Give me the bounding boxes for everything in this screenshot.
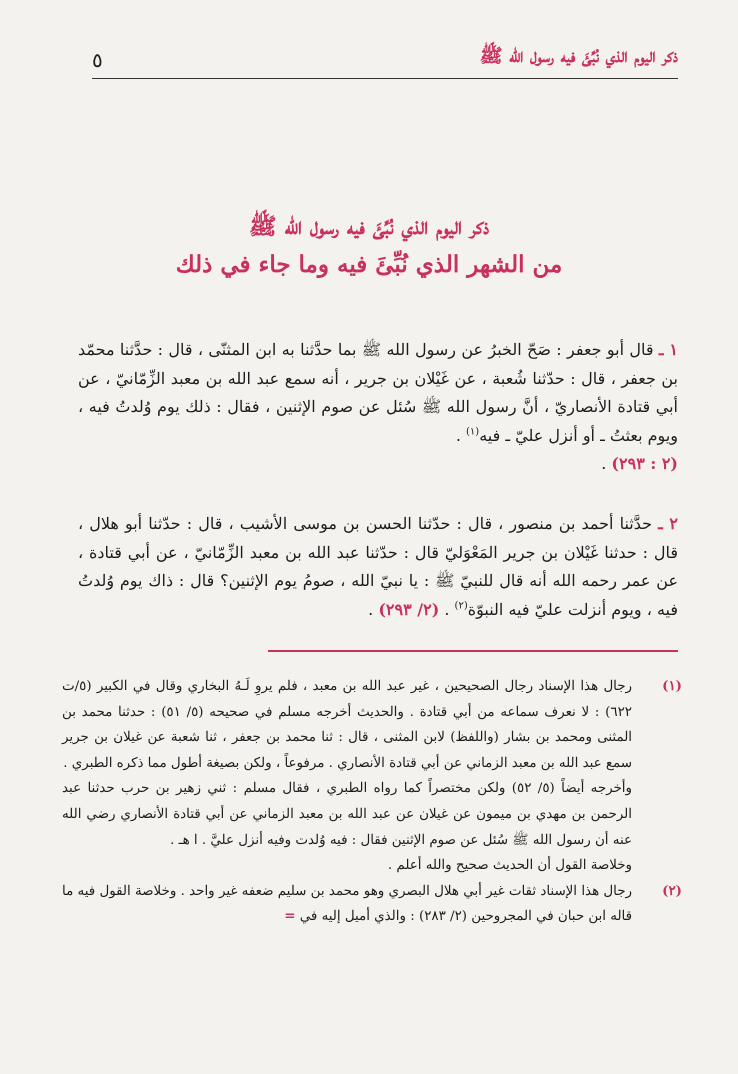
page-number: ٥ xyxy=(92,48,103,72)
footnote-number: (١) xyxy=(662,678,682,694)
footnote-2 xyxy=(62,879,682,930)
hadith-number: ١ ـ xyxy=(658,340,678,359)
footnote-paragraph: وخلاصة القول أن الحديث صحيح والله أعلم . xyxy=(387,858,632,874)
footnote-body xyxy=(62,674,632,879)
running-header xyxy=(92,46,678,79)
chapter-title-line-2: من الشهر الذي نُبِّئَ فيه وما جاء في ذلك xyxy=(175,251,563,278)
footnote-body xyxy=(62,879,632,930)
footnote-number: (٢) xyxy=(662,882,682,899)
hadith-number: ٢ ـ xyxy=(658,514,678,533)
hadith-text: حدَّثنا أحمد بن منصور ، قال : حدّثنا الحسن بن موسى الأشيب ، قال : حدّثنا أبو هلال ، قال : حدثنا غَيْلان بن جرير المَعْوَليّ قال : حدّثنا عبد الله بن معبد الزِّمّانيّ ، عن أبي قتادة ، عن عمر رحمه الله أنه قال للنبيّ ﷺ : يا نبيّ الله ، صومُ يوم الإثنين؟ قال : ذاك يوم وُلدتُ فيه ، ويوم أنزلت عليّ فيه النبوّة xyxy=(78,514,678,619)
footnote-marker: (٢) xyxy=(454,600,468,612)
header-title: ذكر اليوم الذي نُبِّئَ فيه رسول الله ﷺ xyxy=(479,45,678,67)
hadith-tail: . xyxy=(455,425,467,445)
source-reference: (٢ : ٢٩٣) xyxy=(611,454,678,473)
footnote-paragraph: رجال هذا الإسناد ثقات غير أبي هلال البصري وهو محمد بن سليم ضعفه غير واحد . وخلاصة القول فيه ما قاله ابن حبان في المجروحين (٢/ ٢٨٣) : والذي أميل إليه في xyxy=(62,883,632,925)
footnote-marker: (١) xyxy=(466,426,480,438)
footnote-1 xyxy=(62,674,682,879)
hadith-end: . xyxy=(368,599,379,619)
continuation-marker: = xyxy=(284,908,296,925)
hadith-text: قال أبو جعفر : صَحّ الخبرُ عن رسول الله ﷺ بما حدَّثنا به ابن المثنّى ، قال : حدَّثنا محمّد بن جعفر ، قال : حدّثنا شُعبة ، عن غَيْلان بن جرير ، أنه سمع عبد الله بن معبد الزِّمّانيّ ، عن أبي قتادة الأنصاريّ ، أنَّ رسول الله ﷺ سُئل عن صوم الإثنين ، فقال : ذلك يوم وُلدتُ فيه ، ويوم بعثتُ ـ أو أنزل عليّ ـ فيه xyxy=(78,340,678,445)
hadith-paragraph-2 xyxy=(78,510,678,624)
hadith-tail: . xyxy=(439,599,455,619)
footnotes xyxy=(62,674,682,930)
footnote-paragraph: رجال هذا الإسناد رجال الصحيحين ، غير عبد الله بن معبد ، فلم يروِ لَـهُ البخاري وقال في الكبير (٥/ت ٦٢٢) : لا نعرف سماعه من أبي قتادة . والحديث أخرجه مسلم في صحيحه (٥/ ٥١) : حدثنا محمد بن المثنى ومحمد بن بشار (واللفظ) لابن المثنى ، قال : ثنا محمد بن جعفر ، ثنا شعبة عن غيلان بن جرير سمع عبد الله بن معبد الزماني عن أبي قتادة الأنصاري . مرفوعاً ، ولكن بصيغة أطول مما ذكره الطبري . xyxy=(62,679,632,771)
source-reference: (٢/ ٢٩٣) xyxy=(378,599,440,619)
chapter-title-line-1: ذكر اليوم الذي نُبِّئَ فيه رسول الله ﷺ xyxy=(248,213,490,240)
hadith-paragraph-1 xyxy=(78,336,678,479)
footnote-paragraph: وأخرجه أيضاً (٥/ ٥٢) ولكن مختصراً كما رواه الطبري ، فقال مسلم : ثني زهير بن حرب حدثنا عبد الرحمن بن مهدي بن ميمون عن غيلان عن عبد الله بن معبد الزماني عن أبي قتادة الأنصاري رضي الله عنه أن رسول الله ﷺ سُئل عن صوم الإثنين فقال : فيه وُلدت وفيه أنزل عليَّ . ا هـ . xyxy=(62,781,632,848)
chapter-title xyxy=(60,208,678,284)
hadith-end: . xyxy=(601,454,612,473)
footnote-separator xyxy=(268,650,678,652)
